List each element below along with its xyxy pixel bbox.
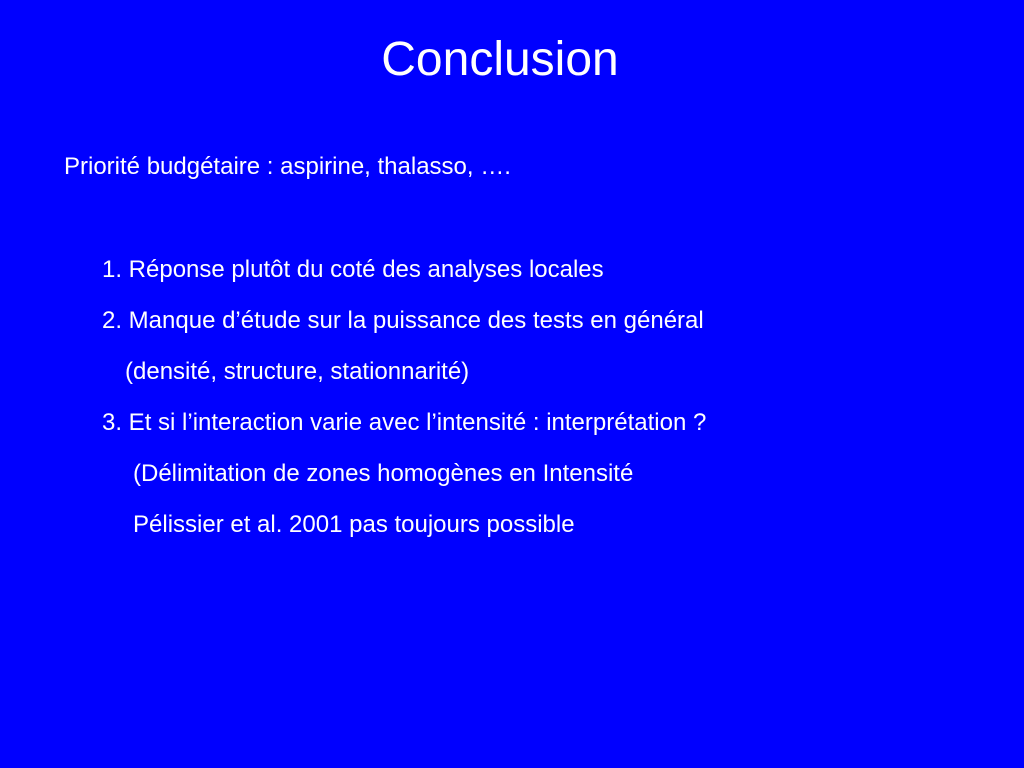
- list-item: 1. Réponse plutôt du coté des analyses locales: [102, 256, 604, 283]
- slide-title: Conclusion: [381, 33, 619, 86]
- list-item: 2. Manque d’étude sur la puissance des tests en général: [102, 307, 704, 334]
- intro-text: Priorité budgétaire : aspirine, thalasso, ….: [64, 153, 511, 180]
- list-item: 3. Et si l’interaction varie avec l’intensité : interprétation ?: [102, 409, 707, 436]
- list-item-continuation: (densité, structure, stationnarité): [125, 358, 470, 385]
- list-item-continuation: Pélissier et al. 2001 pas toujours possible: [133, 511, 575, 538]
- list-item-continuation: (Délimitation de zones homogènes en Intensité: [133, 460, 634, 487]
